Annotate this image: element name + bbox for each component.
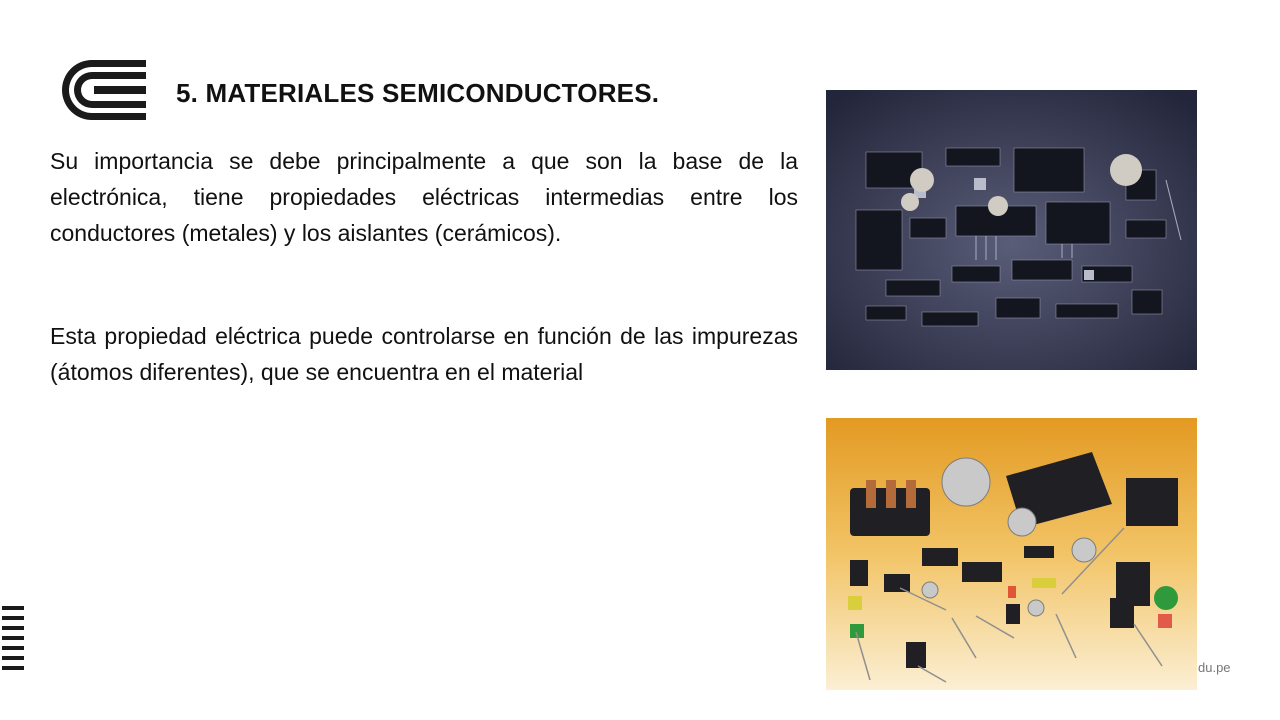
electronic-components-photo-icon: [826, 418, 1197, 690]
footer-url: du.pe: [1198, 660, 1231, 675]
paragraph-importance: Su importancia se debe principalmente a que son la base de la electrónica, tiene propiedades eléctricas intermedias entre los conductores (metales) y los aislantes (cerámicos).: [50, 148, 798, 246]
paragraph-impurities: Esta propiedad eléctrica puede controlarse en función de las impurezas (átomos diferentes), que se encuentra en el material: [50, 323, 798, 385]
page-title: 5. MATERIALES SEMICONDUCTORES.: [176, 78, 660, 108]
integrated-circuits-photo-icon: [826, 90, 1197, 370]
brand-logo-icon: [54, 56, 148, 124]
side-stripes-icon: [2, 606, 26, 678]
